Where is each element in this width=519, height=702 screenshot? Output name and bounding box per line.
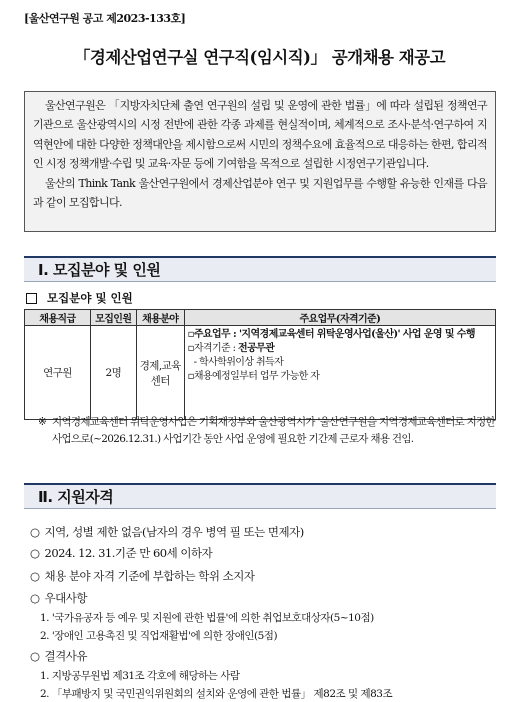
qualification-sub-line: - 학사학위이상 취득자: [193, 357, 284, 368]
header-field: 채용분야: [136, 310, 184, 326]
section-heading-qualifications: Ⅱ. 지원자격: [24, 483, 496, 509]
list-subitem: 1. '국가유공자 등 예우 및 지원에 관한 법률'에 의한 취업보호대상자(5~10점): [40, 612, 374, 624]
square-bullet-icon: [26, 293, 37, 304]
header-duties: 주요업무(자격기준): [184, 310, 495, 326]
subheading-recruitment: [26, 290, 133, 306]
page-title: 「경제산업연구실 연구직(임시직)」 공개채용 재공고: [73, 48, 446, 67]
list-subitem: 2. 「부패방지 및 국민권익위원회의 설치와 운영에 관한 법률」 제82조 및 제83조: [40, 688, 393, 700]
cell-duties: [184, 326, 495, 420]
subheading-label: 모집분야 및 인원: [47, 291, 133, 305]
circle-bullet-icon: ○: [30, 591, 40, 605]
recruitment-footnote: [38, 414, 498, 448]
reference-mark-icon: ※: [38, 416, 47, 428]
availability-line: ▫채용예정일부터 업무 가능한 자: [187, 371, 320, 382]
table-header-row: [25, 310, 496, 326]
circle-bullet-icon: ○: [30, 569, 40, 583]
intro-paragraph-1: 울산연구원은 「지방자치단체 출연 연구원의 설립 및 운영에 관한 법률」에 따라 설립된 정책연구기관으로 울산광역시의 시정 전반에 관한 각종 과제를 현실적이며, 체계적으로 조사·분석·연구하여 지역현안에 대한 다양한 정책대안을 제시함으로써 시민의 정책수요에 효율적으로 대응하는 한편, 합리적인 시정 정책개발·수립 및 교육·자문 등에 기여함을 목적으로 설립한 시정연구기관입니다.: [33, 99, 487, 171]
header-rank: 채용직급: [25, 310, 91, 326]
intro-box: [24, 91, 496, 232]
cell-rank: 연구원: [25, 326, 91, 420]
list-subitem: 1. 지방공무원법 제31조 각호에 해당하는 사람: [40, 670, 240, 682]
intro-paragraph-2: 울산의 Think Tank 울산연구원에서 경제산업분야 연구 및 지원업무를 수행할 유능한 인재를 다음과 같이 모집합니다.: [33, 176, 487, 210]
circle-bullet-icon: ○: [30, 649, 40, 663]
cell-count: 2명: [90, 326, 136, 420]
table-row: [25, 326, 496, 420]
header-count: 모집인원: [90, 310, 136, 326]
list-subitem: 2. '장애인 고용촉진 및 직업재활법'에 의한 장애인(5점): [40, 630, 278, 642]
section-heading-recruitment: Ⅰ. 모집분야 및 인원: [24, 256, 496, 282]
qualification-line: ▫자격기준 : 전공무관: [187, 343, 275, 354]
footnote-text: 지역경제교육센터 위탁운영사업은 기획재정부와 울산광역시가 '울산연구원을 지역경제교육센터로 지정한 사업으로(~2026.12.31.) 사업기간 동안 사업 운영에 필요한 기간제 근로자 채용 건임.: [52, 416, 495, 445]
list-item: ○ 지역, 성별 제한 없음(남자의 경우 병역 필 또는 면제자): [30, 525, 304, 539]
notice-number: [울산연구원 공고 제2023-133호]: [24, 12, 186, 25]
list-item: ○ 결격사유: [30, 649, 87, 663]
duty-main-line: ▫주요업무 : '지역경제교육센터 위탁운영사업(울산)' 사업 운영 및 수행: [187, 329, 475, 340]
circle-bullet-icon: ○: [30, 546, 40, 560]
cell-field: 경제,교육 센터: [136, 326, 184, 420]
list-item: ○ 우대사항: [30, 591, 87, 605]
list-item: ○ 채용 분야 자격 기준에 부합하는 학위 소지자: [30, 569, 255, 583]
circle-bullet-icon: ○: [30, 525, 40, 539]
list-item: ○ 2024. 12. 31.기준 만 60세 이하자: [30, 546, 213, 560]
recruitment-table: [24, 309, 496, 420]
